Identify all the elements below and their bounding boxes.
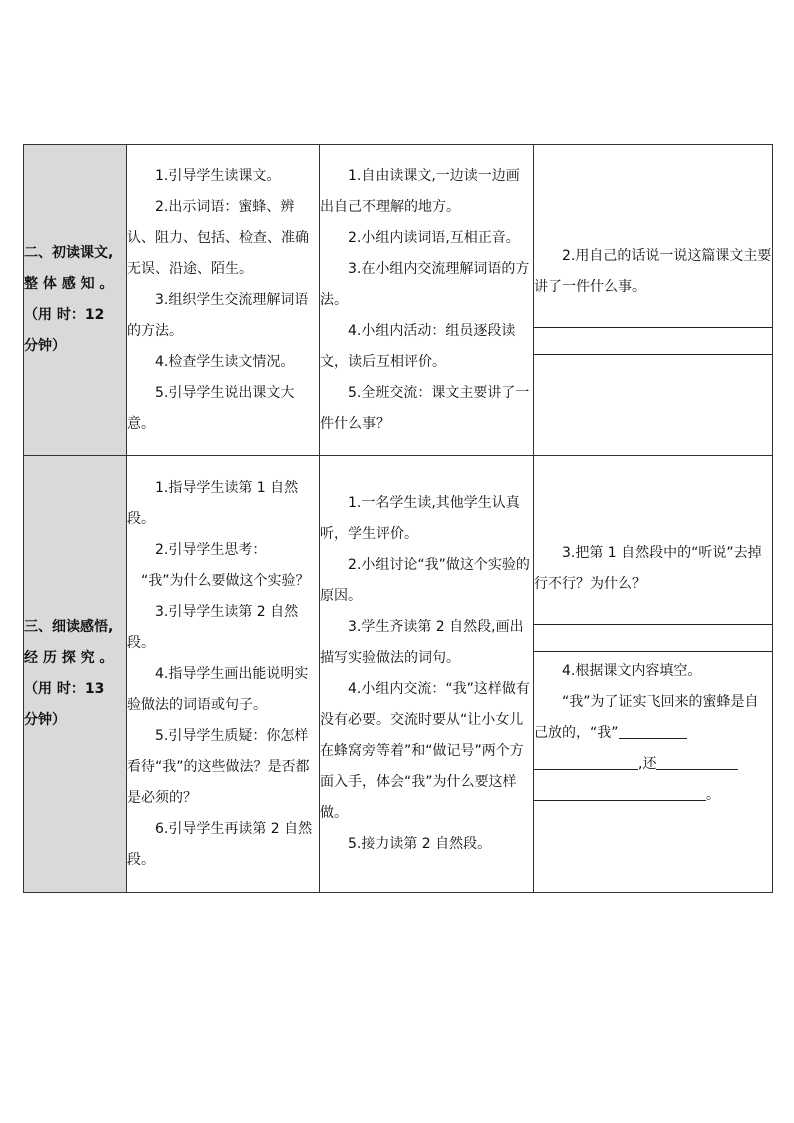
exercise-cell	[534, 145, 773, 456]
stage-line: 分钟）	[24, 712, 66, 728]
stage-line: （用 时：13	[24, 681, 105, 697]
stage-cell	[24, 145, 127, 456]
teacher-step: 4.指导学生画出能说明实验做法的词语或句子。	[127, 665, 309, 713]
student-step: 2.小组内读词语,互相正音。	[348, 229, 520, 246]
answer-blank[interactable]	[534, 305, 772, 328]
answer-blank[interactable]	[534, 629, 772, 652]
student-step: 4.小组内活动：组员逐段读文，读后互相评价。	[320, 322, 516, 370]
teacher-step: 1.引导学生读课文。	[155, 167, 281, 184]
student-step: 5.接力读第 2 自然段。	[348, 836, 492, 852]
fill-blank[interactable]	[656, 755, 738, 770]
student-step: 5.全班交流：课文主要讲了一件什么事？	[320, 384, 530, 432]
student-step: 3.在小组内交流理解词语的方法。	[320, 260, 530, 308]
student-step: 4.小组内交流：“我”这样做有没有必要。交流时要从“让小女儿在蜂窝旁等着”和“做记号”两个方面入手，体会“我”为什么要这样做。	[320, 681, 530, 821]
lesson-plan-table	[23, 144, 773, 893]
student-step: 2.小组讨论“我”做这个实验的原因。	[320, 557, 530, 604]
fill-blank[interactable]	[534, 755, 638, 770]
teacher-step: “我”为什么要做这个实验？	[141, 572, 310, 589]
teacher-activity-cell	[127, 145, 320, 456]
student-activity-cell	[320, 456, 534, 893]
teacher-activity-cell	[127, 456, 320, 893]
teacher-step: 3.组织学生交流理解词语的方法。	[127, 291, 309, 339]
fill-text: “我”为了证实飞回来的蜜蜂是自己放的，“我”	[534, 693, 759, 741]
student-step: 1.自由读课文,一边读一边画出自己不理解的地方。	[320, 167, 520, 215]
teacher-step: 2.引导学生思考：	[155, 541, 267, 558]
teacher-step: 5.引导学生质疑：你怎样看待“我”的这些做法？是否都是必须的？	[127, 727, 310, 806]
teacher-step: 2.出示词语：蜜蜂、辨认、阻力、包括、检查、准确无误、沿途、陌生。	[127, 198, 309, 277]
fill-text: ,还	[638, 755, 657, 772]
stage-line: 整 体 感 知 。	[24, 276, 114, 292]
exercise-question: 2.用自己的话说一说这篇课文主要讲了一件什么事。	[534, 248, 772, 295]
stage-line: 二、初读课文,	[24, 245, 114, 261]
exercise-question: 3.把第 1 自然段中的“听说”去掉行不行？为什么？	[534, 544, 762, 592]
stage-line: 经 历 探 究 。	[24, 650, 114, 666]
fill-text: 。	[706, 786, 720, 803]
student-activity-cell	[320, 145, 534, 456]
teacher-step: 4.检查学生读文情况。	[155, 353, 295, 370]
stage-row-first-reading	[24, 145, 773, 456]
stage-line: 分钟）	[24, 338, 66, 354]
exercise-question: 4.根据课文内容填空。	[562, 662, 702, 679]
answer-blank[interactable]	[534, 602, 772, 625]
answer-blank[interactable]	[534, 332, 772, 355]
stage-line: 三、细读感悟,	[24, 619, 114, 635]
teacher-step: 3.引导学生读第 2 自然段。	[127, 603, 299, 651]
fill-blank[interactable]	[534, 786, 706, 801]
stage-line: （用 时：12	[24, 307, 105, 323]
stage-row-close-reading	[24, 456, 773, 893]
stage-cell	[24, 456, 127, 893]
teacher-step: 1.指导学生读第 1 自然段。	[127, 479, 299, 527]
fill-blank[interactable]	[619, 724, 687, 739]
student-step: 3.学生齐读第 2 自然段,画出描写实验做法的词句。	[320, 619, 524, 666]
exercise-cell	[534, 456, 773, 893]
student-step: 1.一名学生读,其他学生认真听，学生评价。	[320, 495, 520, 542]
fill-in-sentence	[534, 687, 772, 811]
teacher-step: 5.引导学生说出课文大意。	[127, 384, 295, 432]
teacher-step: 6.引导学生再读第 2 自然段。	[127, 820, 313, 868]
